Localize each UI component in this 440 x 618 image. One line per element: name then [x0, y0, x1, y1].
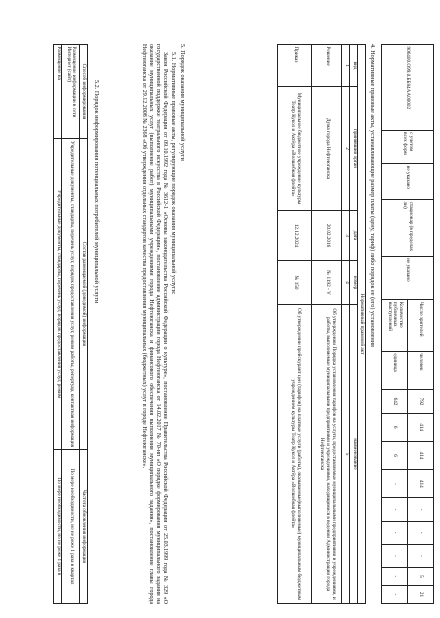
section-5-2-title: 5.2. Порядок информирования потенциальных потребителей муниципальной услуги — [93, 80, 100, 304]
volume-indicators-table — [381, 44, 434, 604]
section-5-title: 5. Порядок оказания муниципальной услуги — [179, 44, 186, 161]
normative-acts-table — [277, 44, 366, 604]
table-cell-name: Об утверждении Порядка установления тарифов на услуги, предоставляемые муниципальными предприятиями и учреждениями, и работы, выполняемые муниципальными предприятиями и учреждениями, находящимися в ведении Администрации города Нефтеюганска — [312, 305, 342, 604]
table-cell-indicator: Количество публичных выступлений — [382, 300, 408, 351]
table-cell-unit: единица — [382, 351, 408, 390]
section-5-1-title: 5.1. Нормативные правовые акты, регулирующие порядок оказания муниципальной услуги: — [170, 52, 177, 295]
table-cell-value: не указано — [382, 164, 434, 200]
table-header-frequency: Частота обновления информации — [80, 450, 88, 604]
table-cell-value: - — [382, 544, 408, 567]
table-row — [62, 45, 80, 604]
column-number: 2 — [342, 87, 350, 211]
table-cell-value: 414 — [408, 470, 434, 498]
table-row — [408, 45, 434, 604]
table-row — [342, 45, 350, 604]
table-cell-value: стационар (в пределах ли) — [382, 200, 434, 257]
table-header-name: наименование — [350, 305, 358, 604]
table-row — [80, 45, 88, 604]
column-number: 4 — [342, 261, 350, 305]
table-header-method: Способ информирования — [80, 45, 88, 139]
table-row — [278, 45, 312, 604]
table-cell-content: Учредительные документы, стандарты, перечень услуг, порядок предоставления услуг, режим работы, репертуар, контактная информация — [62, 139, 80, 450]
table-cell-value: - — [382, 567, 408, 585]
table-cell-value: 21 — [408, 585, 434, 603]
table-header-date: дата — [350, 211, 358, 261]
table-cell-frequency: По мере необходимости, но не реже 1 раза в — [54, 450, 62, 604]
table-cell-date: 20.02.2016 — [312, 211, 342, 261]
table-cell-value: 6 — [382, 441, 408, 469]
table-cell-unit: человек — [408, 351, 434, 390]
table-cell-value: 414 — [408, 413, 434, 441]
table-header-content: Состав размещаемой (доводимой) информации — [80, 139, 88, 450]
table-cell-number: № 150 — [278, 261, 312, 305]
informing-methods-table — [53, 44, 88, 604]
table-cell-value: - — [382, 585, 408, 603]
table-cell-code: 906400.О99.0.ББ84АА00002 — [382, 45, 434, 131]
table-cell-org: Дума города Нефтеюганска — [312, 87, 342, 211]
table-row — [54, 45, 62, 604]
table-cell-number: № 1192 - V — [312, 261, 342, 305]
section-5-1-body: Закон Российской Федерации от 09.10.1992 года № 3612-1 «Основы законодательства Российской Федерации о культуре», постановление Правительства Российской Федерации от 25.03.1999 года № 329 «О государственной поддержке театрального искусства в Российской Федерации», постановление администрации города Нефтеюганска от 14.02.2017 № 70-нп «О порядке формирования муниципального задания на оказание муниципальных услуг (выполнение работ) муниципальными учреждениями города Нефтеюганска и финансового обеспечения выполнения муниципального задания», постановление главы города Нефтеюганска от 29.12.2008 № 2368 «Об утверждении отдельных стандартов качества предоставления муниципальных (бюджетных) услуг в городе Нефтеюганске». — [141, 44, 168, 604]
table-cell-name: Об утверждении прейскурант цен (тарифов) на платные услуги (работы), оказываемые(выполняемые) муниципальным бюджетным учреждением культуры Театр Кукол и Актёра «Волшебная флейта» — [278, 305, 312, 604]
table-cell-method: Размещение информации в сети Интернет (сайт) — [62, 45, 80, 139]
table-cell-method: Размещение на — [54, 45, 62, 139]
table-cell-value: - — [382, 470, 408, 498]
table-header-kind: вид — [350, 45, 358, 87]
table-cell-value: 6 — [382, 413, 408, 441]
table-cell-date: 12.12.2024 — [278, 211, 312, 261]
table-cell-org: Муниципальное бюджетное учреждение культуры Театр Кукол и Актёра «Волшебная флейта» — [278, 87, 312, 211]
column-number: 1 — [342, 45, 350, 87]
table-cell-value: - — [382, 521, 408, 544]
table-cell-indicator: Число зрителей — [408, 300, 434, 351]
table-cell-value: 642 — [382, 390, 408, 413]
table-cell-kind: Решение — [312, 45, 342, 87]
table-cell-kind: Приказ — [278, 45, 312, 87]
table-cell-value: 414 — [408, 441, 434, 469]
table-cell-value: - — [408, 498, 434, 521]
table-header: Нормативный правовой акт — [358, 45, 366, 604]
table-header-org: принявший орган — [350, 87, 358, 211]
table-cell-value: 5 — [408, 567, 434, 585]
column-number: 5 — [342, 305, 350, 604]
table-cell-value: 792 — [408, 390, 434, 413]
table-cell-value: - — [408, 544, 434, 567]
table-cell-payment: с учетом всех форм — [382, 130, 434, 163]
section-4-title: 4. Нормативные правовые акты, устанавливающие размер платы (цену, тариф) либо порядок ее (его) установления — [369, 44, 376, 347]
table-cell-content: Учредительные документы, стандарты, перечень услуг, порядок предоставления услуг, режим — [54, 139, 62, 450]
table-row — [358, 45, 366, 604]
column-number: 3 — [342, 211, 350, 261]
table-row — [312, 45, 342, 604]
table-cell-frequency: По мере необходимости, но не реже 1 раза в квартал — [62, 450, 80, 604]
table-cell-value: не указано — [382, 256, 434, 300]
table-cell-value: - — [408, 521, 434, 544]
table-row — [350, 45, 358, 604]
table-cell-value: - — [382, 498, 408, 521]
table-header-number: номер — [350, 261, 358, 305]
